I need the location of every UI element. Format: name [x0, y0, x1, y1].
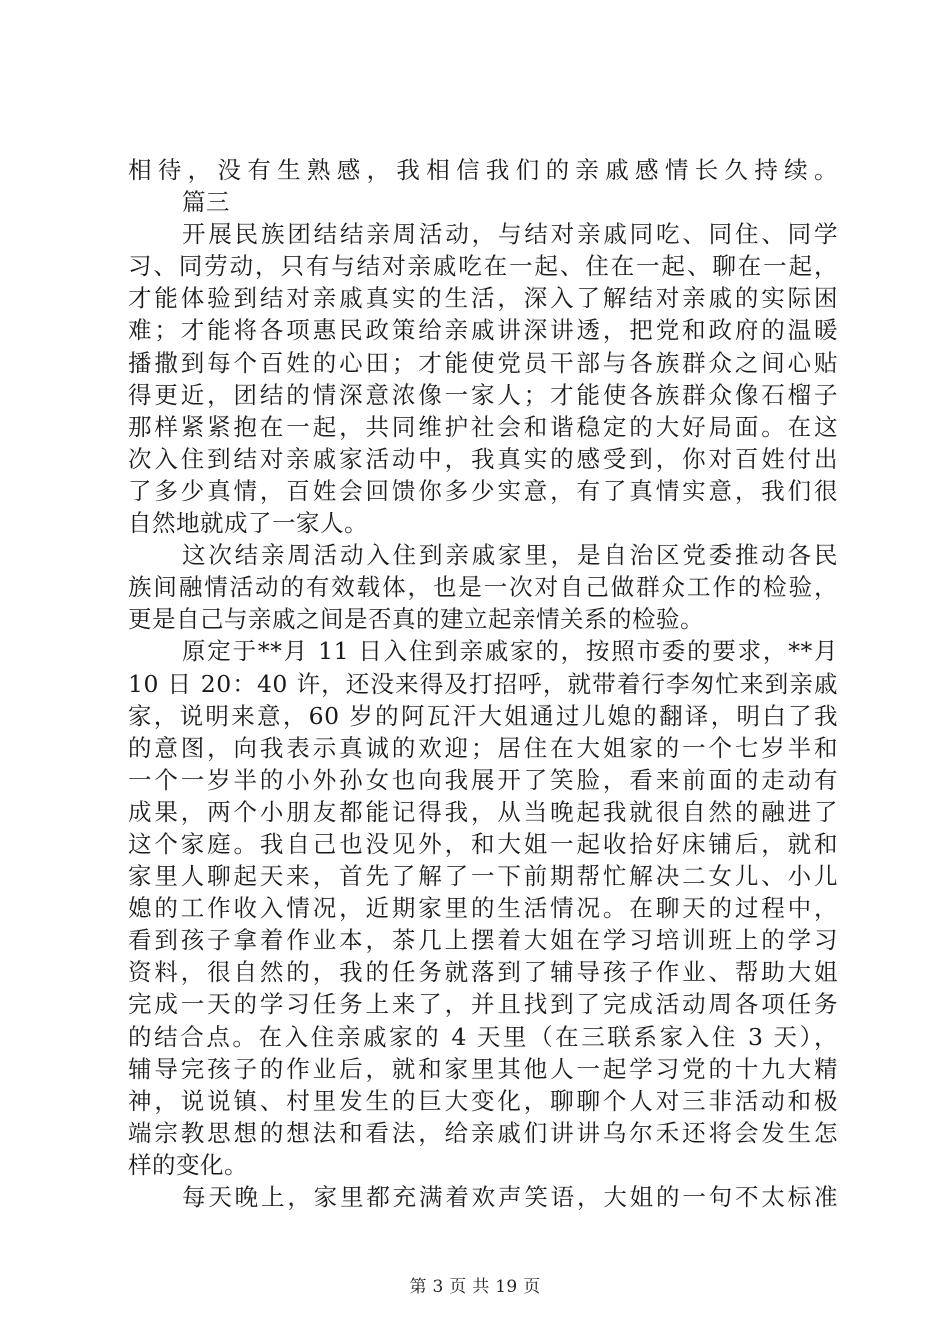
text-line: 族间融情活动的有效载体，也是一次对自己做群众工作的检验，: [128, 573, 838, 602]
text-line: 完成一天的学习任务上来了，并且找到了完成活动周各项任务: [128, 990, 838, 1019]
text-line: 播撒到每个百姓的心田；才能使党员干部与各族群众之间心贴: [128, 348, 838, 377]
text-line: 辅导完孩子的作业后，就和家里其他人一起学习党的十九大精: [128, 1054, 838, 1083]
text-line: 媳的工作收入情况，近期家里的生活情况。在聊天的过程中，: [128, 894, 838, 923]
text-line: 端宗教思想的想法和看法，给亲戚们讲讲乌尔禾还将会发生怎: [128, 1118, 838, 1147]
text-line: 每天晚上，家里都充满着欢声笑语，大姐的一句不太标准: [182, 1183, 838, 1211]
text-line: 资料，很自然的，我的任务就落到了辅导孩子作业、帮助大姐: [128, 958, 838, 987]
text-line: 的结合点。在入住亲戚家的 4 天里（在三联系家入住 3 天），: [128, 1022, 838, 1051]
text-line: 样的变化。: [128, 1150, 248, 1179]
page-number-footer: 第 3 页 共 19 页: [409, 1277, 541, 1297]
text-line: 家里人聊起天来，首先了解了一下前期帮忙解决二女儿、小儿: [128, 862, 838, 891]
text-line: 自然地就成了一家人。: [128, 509, 368, 538]
text-line: 10 日 20：40 许，还没来得及打招呼，就带着行李匆忙来到亲戚: [128, 669, 838, 698]
text-line: 开展民族团结结亲周活动，与结对亲戚同吃、同住、同学: [182, 220, 838, 249]
text-line: 了多少真情，百姓会回馈你多少实意，有了真情实意，我们很: [128, 476, 838, 505]
text-line: 原定于**月 11 日入住到亲戚家的，按照市委的要求，**月: [182, 637, 838, 666]
text-line: 家，说明来意，60 岁的阿瓦汗大姐通过儿媳的翻译，明白了我: [128, 701, 838, 730]
text-line: 更是自己与亲戚之间是否真的建立起亲情关系的检验。: [128, 605, 704, 634]
text-line: 看到孩子拿着作业本，茶几上摆着大姐在学习培训班上的学习: [128, 926, 838, 955]
text-line: 难；才能将各项惠民政策给亲戚讲深讲透，把党和政府的温暖: [128, 316, 838, 345]
text-line: 的意图，向我表示真诚的欢迎；居住在大姐家的一个七岁半和: [128, 733, 838, 762]
text-line: 相待，没有生熟感，我相信我们的亲戚感情长久持续。: [128, 156, 838, 184]
text-line: 那样紧紧抱在一起，共同维护社会和谐稳定的大好局面。在这: [128, 412, 838, 441]
text-line: 神，说说镇、村里发生的巨大变化，聊聊个人对三非活动和极: [128, 1086, 838, 1115]
text-line: 这个家庭。我自己也没见外，和大姐一起收拾好床铺后，就和: [128, 829, 838, 858]
text-line: 成果，两个小朋友都能记得我，从当晚起我就很自然的融进了: [128, 797, 838, 826]
text-line: 才能体验到结对亲戚真实的生活，深入了解结对亲戚的实际困: [128, 284, 838, 313]
section-heading: 篇三: [182, 188, 230, 217]
text-line: 得更近，团结的情深意浓像一家人；才能使各族群众像石榴子: [128, 380, 838, 409]
document-body: [128, 154, 838, 1213]
text-line: 习、同劳动，只有与结对亲戚吃在一起、住在一起、聊在一起，: [128, 252, 838, 281]
text-line: 次入住到结对亲戚家活动中，我真实的感受到，你对百姓付出: [128, 444, 838, 473]
text-line: 这次结亲周活动入住到亲戚家里，是自治区党委推动各民: [182, 541, 838, 570]
text-line: 一个一岁半的小外孙女也向我展开了笑脸，看来前面的走动有: [128, 765, 838, 794]
